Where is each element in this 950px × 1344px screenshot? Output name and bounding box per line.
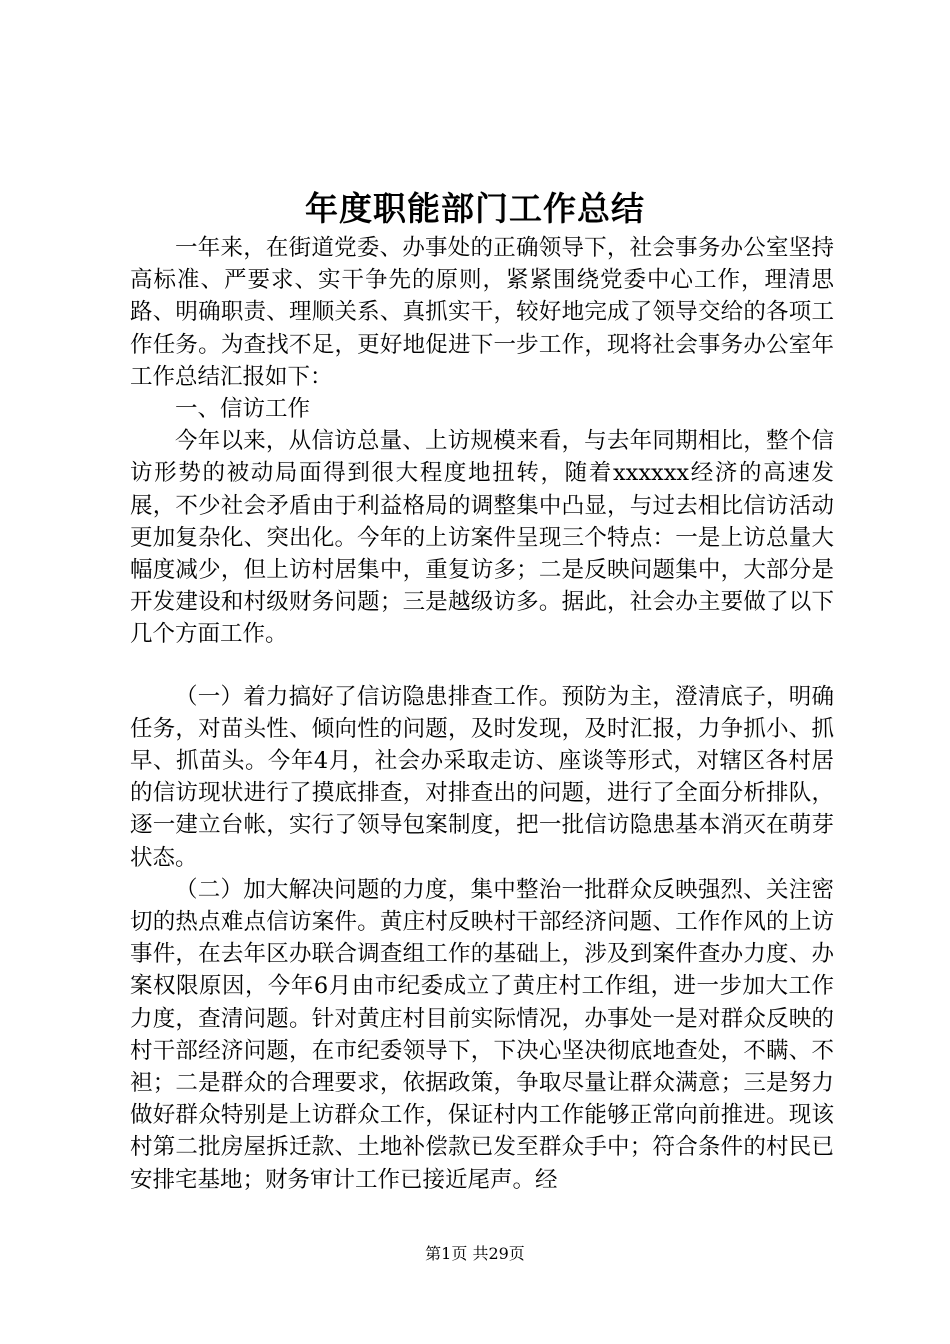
document-title: 年度职能部门工作总结 <box>305 189 645 228</box>
page-number: 第1页 共29页 <box>425 1244 525 1263</box>
paragraph-item-1: （一）着力搞好了信访隐患排查工作。预防为主，澄清底子，明确任务，对苗头性、倾向性的问题，及时发现，及时汇报，力争抓小、抓早、抓苗头。今年4月，社会办采取走访、座谈等形式，对辖区各村居的信访现状进行了摸底排查，对排查出的问题，进行了全面分析排队，逐一建立台帐，实行了领导包案制度，把一批信访隐患基本消灭在萌芽状态。 <box>130 683 834 871</box>
paragraph-xinfang-overview: 今年以来，从信访总量、上访规模来看，与去年同期相比，整个信访形势的被动局面得到很大程度地扭转，随着xxxxxx经济的高速发展，不少社会矛盾由于利益格局的调整集中凸显，与过去相比信访活动更加复杂化、突出化。今年的上访案件呈现三个特点：一是上访总量大幅度减少，但上访村居集中，重复访多；二是反映问题集中，大部分是开发建设和村级财务问题；三是越级访多。据此，社会办主要做了以下几个方面工作。 <box>130 428 834 648</box>
section-heading-xinfang: 一、信访工作 <box>175 396 311 423</box>
paragraph-item-2: （二）加大解决问题的力度，集中整治一批群众反映强烈、关注密切的热点难点信访案件。黄庄村反映村干部经济问题、工作作风的上访事件，在去年区办联合调查组工作的基础上，涉及到案件查办力度、办案权限原因，今年6月由市纪委成立了黄庄村工作组，进一步加大工作力度，查清问题。针对黄庄村目前实际情况，办事处一是对群众反映的村干部经济问题，在市纪委领导下，下决心坚决彻底地查处，不瞒、不袒；二是群众的合理要求，依据政策，争取尽量让群众满意；三是努力做好群众特别是上访群众工作，保证村内工作能够正常向前推进。现该村第二批房屋拆迁款、土地补偿款已发至群众手中；符合条件的村民已安排宅基地；财务审计工作已接近尾声。经 <box>130 876 834 1193</box>
paragraph-intro: 一年来，在街道党委、办事处的正确领导下，社会事务办公室坚持高标准、严要求、实干争先的原则，紧紧围绕党委中心工作，理清思路、明确职责、理顺关系、真抓实干，较好地完成了领导交给的各项工作任务。为查找不足，更好地促进下一步工作，现将社会事务办公室年工作总结汇报如下： <box>130 235 834 390</box>
document-body <box>130 232 834 1196</box>
